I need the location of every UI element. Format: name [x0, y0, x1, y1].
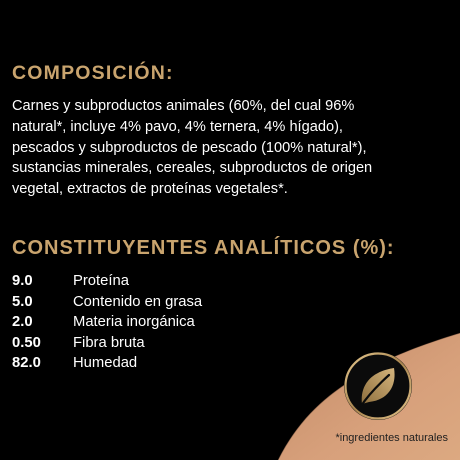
- analytic-constituents-list: [12, 271, 342, 374]
- analytic-row-protein: [12, 271, 342, 292]
- analytic-label: Contenido en grasa: [73, 293, 203, 310]
- analytic-value: 9.0: [12, 273, 33, 289]
- analytic-label: Materia inorgánica: [73, 314, 195, 330]
- analytic-constituents-title: CONSTITUYENTES ANALÍTICOS (%):: [12, 237, 395, 259]
- analytic-value: 82.0: [12, 355, 41, 371]
- analytic-row-ash: [12, 312, 342, 333]
- analytic-value: 0.50: [12, 334, 41, 351]
- footnote: *ingredientes naturales: [335, 432, 448, 444]
- analytic-label: Humedad: [73, 355, 138, 371]
- analytic-label: Proteína: [73, 273, 129, 289]
- analytic-value: 5.0: [12, 293, 33, 310]
- natural-badge: [342, 350, 414, 422]
- analytic-label: Fibra bruta: [73, 334, 145, 351]
- analytic-value: 2.0: [12, 314, 33, 330]
- composition-title: COMPOSICIÓN:: [12, 62, 174, 84]
- analytic-row-fiber: [12, 333, 342, 354]
- analytic-row-fat: [12, 292, 342, 313]
- analytic-row-moisture: [12, 353, 342, 374]
- composition-text: Carnes y subproductos animales (60%, del cual 96% natural*, incluye 4% pavo, 4% ternera, 4% hígado), pescados y subproductos de pescado (100% natural*), sustancias minerales, cereales, subproductos de origen vegetal, extractos de proteínas vegetales*.: [12, 98, 373, 198]
